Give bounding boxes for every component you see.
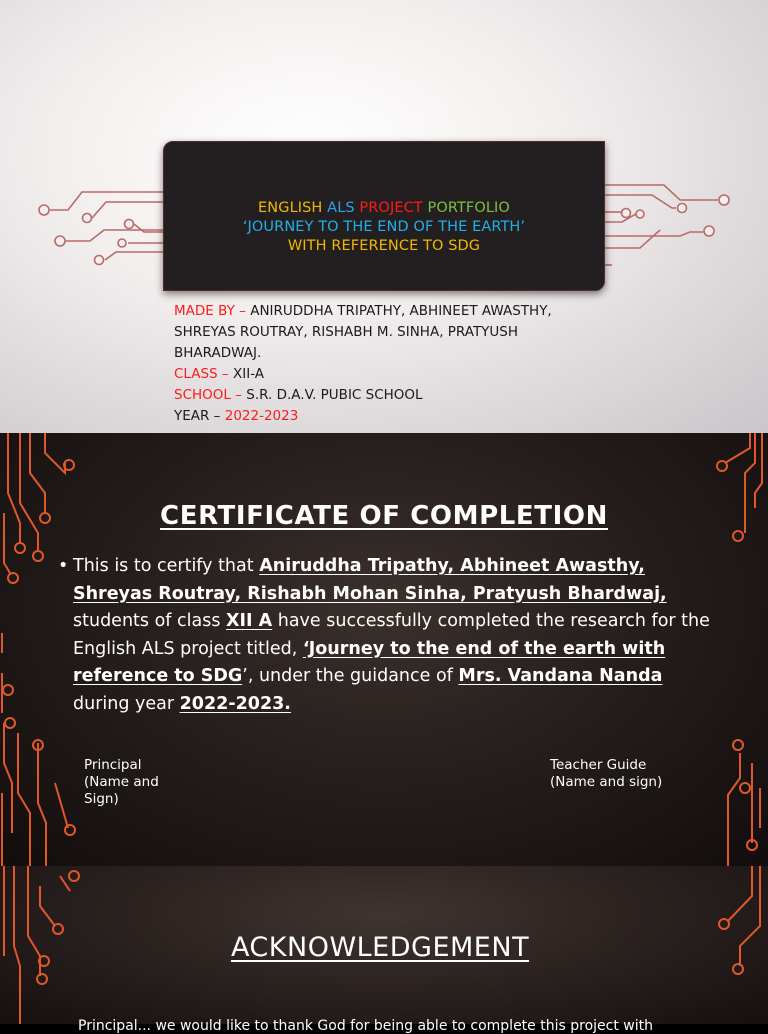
cert-text-3: have successfully completed the research for the English ALS project titled,: [73, 611, 710, 659]
class-line: [174, 364, 614, 385]
cert-text-2: students of class: [73, 611, 227, 631]
title-word-project: PROJECT: [359, 200, 423, 216]
title-word-portfolio: PORTFOLIO: [427, 200, 510, 216]
title-line-2: ‘JOURNEY TO THE END OF THE EARTH’: [242, 219, 526, 235]
year-label: YEAR –: [174, 408, 225, 424]
cert-text-5: during year: [73, 693, 180, 714]
made-by-label: MADE BY –: [174, 303, 246, 319]
credits: [174, 301, 614, 427]
student-names: Aniruddha Tripathy, Abhineet Awasthy, Shreyas Routray, Rishabh Mohan Sinha, Pratyush Bhardwaj,: [73, 556, 667, 604]
title-slide: [0, 0, 768, 433]
acknowledgement-slide: [0, 866, 768, 1034]
made-by-names-2: SHREYAS ROUTRAY, RISHABH M. SINHA, PRATYUSH: [174, 324, 519, 340]
certificate-body: [58, 553, 718, 718]
year-line: [174, 406, 614, 427]
title-box: [163, 141, 605, 291]
school-label: SCHOOL –: [174, 387, 242, 403]
project-title: ‘Journey to the end of the earth with reference to SDG: [73, 638, 666, 686]
certificate-slide: [0, 433, 768, 866]
acknowledgement-text: Principal... we would like to thank God for being able to complete this project with: [78, 1018, 653, 1034]
teacher-signature-label: Teacher Guide (Name and sign): [550, 757, 663, 790]
made-by-names-1: ANIRUDDHA TRIPATHY, ABHINEET AWASTHY,: [245, 303, 552, 319]
certificate-title: CERTIFICATE OF COMPLETION: [160, 501, 608, 531]
school-value: S.R. D.A.V. PUBIC SCHOOL: [241, 387, 423, 403]
cert-text-4: ’, under the guidance of: [242, 666, 459, 686]
school-line: [174, 385, 614, 406]
made-by-line: [174, 301, 614, 322]
class-name: XII A: [226, 611, 273, 631]
class-label: CLASS –: [174, 366, 229, 382]
year-value: 2022-2023: [224, 408, 299, 424]
title-word-english: ENGLISH: [258, 200, 323, 216]
acknowledgement-title: ACKNOWLEDGEMENT: [230, 932, 530, 963]
project-year: 2022-2023.: [179, 693, 291, 714]
certificate-paragraph: [73, 553, 718, 718]
principal-signature-label: Principal (Name and Sign): [84, 757, 159, 807]
title-word-als: ALS: [327, 200, 355, 216]
title-line-1: [164, 199, 604, 218]
bullet-marker: •: [58, 556, 69, 576]
made-by-names-3: BHARADWAJ.: [174, 345, 262, 361]
title-line-3: WITH REFERENCE TO SDG: [287, 238, 481, 254]
class-value: XII-A: [228, 366, 264, 382]
guide-name: Mrs. Vandana Nanda: [458, 666, 663, 686]
cert-text-1: This is to certify that: [73, 556, 260, 576]
